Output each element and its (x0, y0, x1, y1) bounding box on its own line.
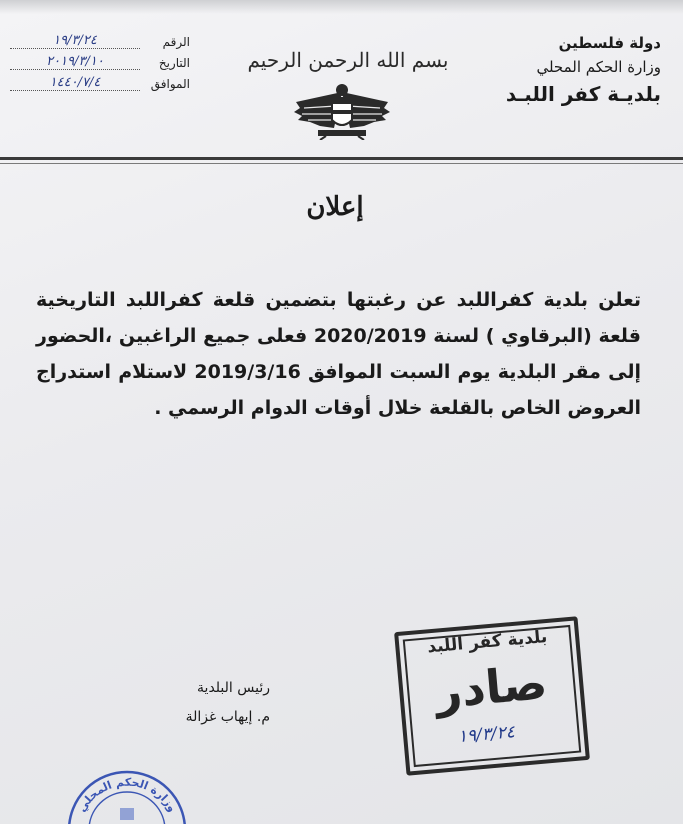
ref-number-value: ١٩/٣/٢٤ (10, 33, 140, 49)
basmala: بسم الله الرحمن الرحيم (247, 48, 449, 72)
ministry-name: وزارة الحكم المحلي (536, 58, 661, 76)
issuer-header (461, 32, 661, 108)
signatory-name: م. إيهاب غزالة (185, 709, 270, 725)
round-ministry-stamp (62, 768, 192, 824)
header-divider-thin (0, 163, 683, 164)
issued-stamp (394, 616, 590, 775)
ref-hijri-row (10, 70, 190, 91)
ref-number-label: الرقم (162, 35, 190, 49)
stamp-date: ١٩/٣/٢٤ (457, 722, 516, 748)
round-stamp-text: وزارة الحكم المحلي (75, 775, 179, 815)
ref-date-label: التاريخ (158, 56, 190, 70)
state-name: دولة فلسطين (558, 34, 661, 52)
header-divider (0, 157, 683, 160)
reference-fields (10, 28, 190, 91)
announcement-title: إعلان (306, 192, 364, 222)
stamp-issued-word: صادر (433, 655, 550, 719)
ref-date-value: ٢٠١٩/٣/١٠ (10, 54, 140, 70)
page-edge-shadow (0, 0, 683, 14)
stamp-municipality: بلدية كفر اللبد (426, 627, 549, 658)
ref-date-row (10, 49, 190, 70)
ref-hijri-value: ١٤٤٠/٧/٤ (10, 75, 140, 91)
announcement-body: تعلن بلدية كفراللبد عن رغبتها بتضمين قلعة كفراللبد التاريخية قلعة (البرقاوي ) لسنة 2020/2019 فعلى جميع الراغبين ،الحضور إلى مقر البلدية يوم السبت الموافق 2019/3/16 لاستلام استدراج العروض الخاص بالقلعة خلال أوقات الدوام الرسمي . (36, 289, 641, 419)
ref-hijri-label: الموافق (150, 77, 190, 91)
eagle-emblem-icon (290, 82, 394, 140)
signatory-title: رئيس البلدية (197, 680, 270, 696)
municipality-name: بلديـة كفر اللبـد (505, 82, 661, 106)
ref-number-row (10, 28, 190, 49)
